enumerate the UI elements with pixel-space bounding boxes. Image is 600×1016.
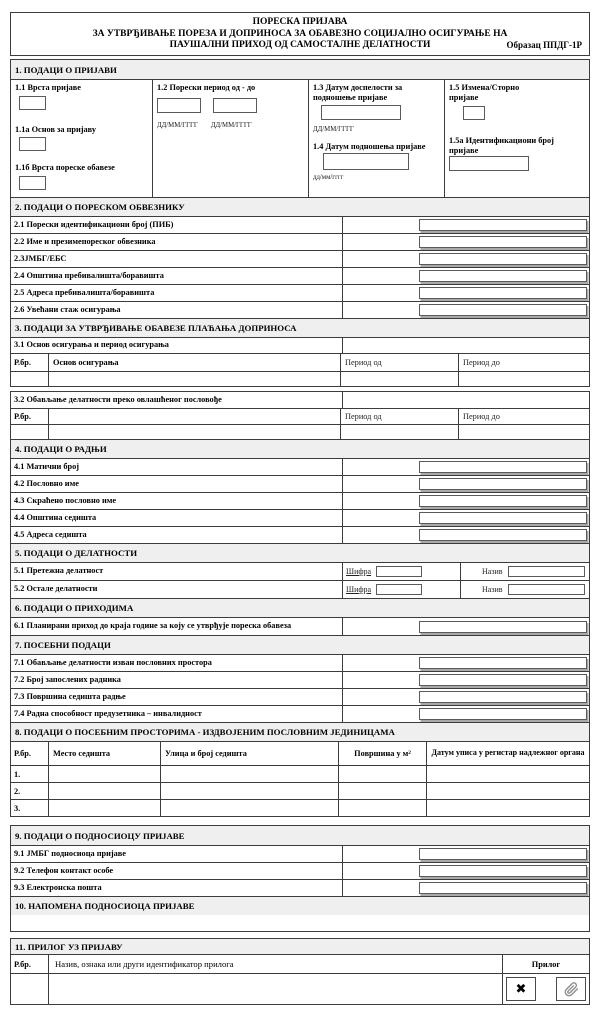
naziv-label-52: Назив: [482, 585, 503, 594]
field-9-1-jmbg-podnosioca-input[interactable]: [419, 848, 587, 860]
col-8-rbr-label: Р.бр.: [11, 742, 49, 765]
row-4-4: [11, 509, 589, 526]
form-title-line2: ЗА УТВРЂИВАЊЕ ПОРЕЗА И ДОПРИНОСА ЗА ОБАВЕЗНО СОЦИЈАЛНО ОСИГУРАЊЕ НА: [92, 28, 508, 39]
block-sections-32-8: [10, 391, 590, 817]
field-2-2-label: 2.2 Име и презимепореског обвезника: [11, 234, 343, 250]
field-1-2-period-do-input[interactable]: [213, 98, 257, 113]
field-2-4-label: 2.4 Општина пребивалишта/боравишта: [11, 268, 343, 284]
field-1-2-label: 1.2 Порески период од - до: [157, 83, 256, 92]
sifra-label-51: Шифра: [346, 567, 372, 576]
row-7-2: [11, 671, 589, 688]
col-osnov-label: Основ осигурања: [49, 354, 341, 371]
t32-header-empty: [49, 409, 341, 424]
t8-row3-num: 3.: [11, 800, 49, 816]
section-2-header: 2. ПОДАЦИ О ПОРЕСКОМ ОБВЕЗНИКУ: [11, 197, 589, 216]
table-3-1-row: [11, 371, 589, 386]
t11-prilog-cell: [503, 974, 589, 1004]
section-1-header: 1. ПОДАЦИ О ПРИЈАВИ: [11, 60, 589, 79]
field-5-1-sifra-input[interactable]: [376, 566, 422, 577]
t8-row2-povrsina-cell[interactable]: [339, 783, 427, 799]
field-2-3-label: 2.3ЈМБГ/ЕБС: [11, 251, 343, 267]
block-section-11: [10, 938, 590, 1005]
t32-period-do-cell[interactable]: [459, 425, 589, 439]
field-1-5-izmena-storno-input[interactable]: [463, 106, 485, 120]
form-title-line1: ПОРЕСКА ПРИЈАВА: [252, 17, 348, 27]
row-9-2: [11, 862, 589, 879]
col-8-mesto-label: Место седишта: [49, 742, 161, 765]
col-8-datum-label: Датум уписа у регистар надлежног органа: [431, 748, 585, 758]
t8-row2-datum-cell[interactable]: [427, 783, 589, 799]
field-1-5a-id-broj-input[interactable]: [449, 156, 529, 171]
t31-period-do-cell[interactable]: [459, 372, 589, 386]
table-8-row-3: [11, 799, 589, 816]
row-9-3: [11, 879, 589, 896]
block-sections-1-3: [10, 59, 590, 387]
table-3-2-header: [11, 408, 589, 424]
col-11-rbr-label: Р.бр.: [11, 955, 49, 973]
section-1-col1: [11, 80, 153, 197]
section-1-col4: [445, 80, 589, 197]
row-7-4: [11, 705, 589, 722]
section-4-header: 4. ПОДАЦИ О РАДЊИ: [11, 439, 589, 458]
col-period-od-label: Период од: [341, 354, 459, 371]
table-11-header: [11, 954, 589, 973]
section-8-header: 8. ПОДАЦИ О ПОСЕБНИМ ПРОСТОРИМА - ИЗДВОЈЕНИМ ПОСЛОВНИМ ЈЕДИНИЦАМА: [11, 722, 589, 741]
row-4-1: [11, 458, 589, 475]
section-3-header: 3. ПОДАЦИ ЗА УТВРЂИВАЊЕ ОБАВЕЗЕ ПЛАЋАЊА ДОПРИНОСА: [11, 318, 589, 337]
field-7-4-label: 7.4 Радна способност предузетника – инвалидност: [11, 706, 343, 722]
form-code: Образац ППДГ-1Р: [506, 40, 582, 50]
field-7-1-label: 7.1 Обављање делатности изван пословних простора: [11, 655, 343, 671]
field-7-3-label: 7.3 Површина седишта радње: [11, 689, 343, 705]
field-9-3-label: 9.3 Електронска пошта: [11, 880, 343, 896]
section-1-body: [11, 79, 589, 197]
t32-period-od-cell[interactable]: [341, 425, 459, 439]
sifra-label-52: Шифра: [346, 585, 372, 594]
field-1-5a-label: 1.5а Идентификациони број пријаве: [449, 136, 554, 155]
field-4-3-skraceno-ime-input[interactable]: [419, 495, 587, 507]
field-2-1-label: 2.1 Порески идентификациони број (ПИБ): [11, 217, 343, 233]
napomena-text-area[interactable]: [11, 915, 589, 931]
field-7-2-broj-radnika-input[interactable]: [419, 674, 587, 686]
field-4-5-adresa-sedista-input[interactable]: [419, 529, 587, 541]
field-1-1-vrsta-prijave-input[interactable]: [19, 96, 46, 110]
t32-poslovodja-cell[interactable]: [49, 425, 341, 439]
date-format-hint-do: ДД/ММ/ГГГГ: [210, 121, 252, 129]
field-1-4-datum-podnosenja-input[interactable]: [323, 153, 409, 170]
t11-naziv-cell[interactable]: [49, 974, 503, 1004]
t8-row2-num: 2.: [11, 783, 49, 799]
field-1-1b-vrsta-obaveze-input[interactable]: [19, 176, 46, 190]
t8-row1-ulica-cell[interactable]: [161, 766, 339, 782]
field-4-2-poslovno-ime-input[interactable]: [419, 478, 587, 490]
field-2-6-staz-input[interactable]: [419, 304, 587, 316]
field-1-2-period-od-input[interactable]: [157, 98, 201, 113]
table-8-header: [11, 741, 589, 765]
t8-row3-mesto-cell[interactable]: [49, 800, 161, 816]
field-4-2-label: 4.2 Пословно име: [11, 476, 343, 492]
row-2-4: [11, 267, 589, 284]
section-10-header: 10. НАПОМЕНА ПОДНОСИОЦА ПРИЈАВЕ: [11, 896, 589, 915]
field-2-3-jmbg-input[interactable]: [419, 253, 587, 265]
col-period-do-label: Период до: [463, 358, 500, 367]
date-format-hint-1-3: ДД/ММ/ГГГГ: [313, 126, 354, 134]
field-2-5-label: 2.5 Адреса пребивалишта/боравишта: [11, 285, 343, 301]
section-7-header: 7. ПОСЕБНИ ПОДАЦИ: [11, 635, 589, 654]
field-1-1a-label: 1.1а Основ за пријаву: [15, 124, 96, 134]
delete-x-icon: ✖: [515, 981, 527, 997]
field-2-4-opstina-input[interactable]: [419, 270, 587, 282]
field-4-5-label: 4.5 Адреса седишта: [11, 527, 343, 543]
row-4-5: [11, 526, 589, 543]
field-5-2-naziv-input[interactable]: [508, 584, 585, 595]
date-format-hint-1-4: дд/мм/гггг: [313, 174, 344, 182]
field-1-5-label: 1.5 Измена/Сторно пријаве: [449, 83, 520, 102]
section-11-header: 11. ПРИЛОГ УЗ ПРИЈАВУ: [11, 939, 589, 954]
table-3-1-header: [11, 353, 589, 371]
row-3-2: [11, 392, 589, 408]
row-3-2-empty-cell: [343, 392, 589, 408]
col-11-prilog-label: Прилог: [531, 959, 561, 969]
date-format-hint-od: ДД/ММ/ГГГГ: [157, 121, 198, 129]
row-2-5: [11, 284, 589, 301]
row-2-3: [11, 250, 589, 267]
t8-row2-ulica-cell[interactable]: [161, 783, 339, 799]
field-4-4-opstina-sedista-input[interactable]: [419, 512, 587, 524]
field-7-3-povrsina-input[interactable]: [419, 691, 587, 703]
col-8-ulica-label: Улица и број седишта: [161, 742, 339, 765]
col-rbr-label: Р.бр.: [11, 354, 49, 371]
field-9-3-email-input[interactable]: [419, 882, 587, 894]
paperclip-icon: [564, 982, 579, 997]
row-3-1: [11, 337, 589, 353]
field-2-5-adresa-input[interactable]: [419, 287, 587, 299]
field-3-2-label: 3.2 Обављање делатности преко овлашћеног пословође: [11, 392, 343, 408]
naziv-label-51: Назив: [482, 567, 503, 576]
field-2-6-label: 2.6 Увећани стаж осигурања: [11, 302, 343, 318]
t31-rbr-cell[interactable]: [11, 372, 49, 386]
section-9-header: 9. ПОДАЦИ О ПОДНОСИОЦУ ПРИЈАВЕ: [11, 826, 589, 845]
field-5-2-sifra-input[interactable]: [376, 584, 422, 595]
field-6-1-planirani-prihod-input[interactable]: [419, 621, 587, 633]
field-2-1-pib-input[interactable]: [419, 219, 587, 231]
table-3-2-row: [11, 424, 589, 439]
row-7-1: [11, 654, 589, 671]
field-3-1-label: 3.1 Основ осигурања и период осигурања: [11, 338, 343, 353]
field-1-4-label: 1.4 Датум подношења пријаве: [313, 141, 426, 151]
table-11-row-1: [11, 973, 589, 1004]
section-1-col2: [153, 80, 309, 197]
field-1-3-label: 1.3 Датум доспелости за подношење пријаве: [313, 83, 403, 102]
row-5-1: [11, 562, 589, 580]
section-6-header: 6. ПОДАЦИ О ПРИХОДИМА: [11, 598, 589, 617]
row-2-1: [11, 216, 589, 233]
section-1-col3: [309, 80, 445, 197]
col-8-povrsina-label: Површина у м²: [339, 742, 427, 765]
t8-row3-datum-cell[interactable]: [427, 800, 589, 816]
row-6-1: [11, 617, 589, 635]
row-9-1: [11, 845, 589, 862]
col-period-od-label-32: Период од: [341, 409, 459, 424]
t31-osnov-cell[interactable]: [49, 372, 341, 386]
table-8-row-1: [11, 765, 589, 782]
field-1-3-datum-dospelosti-input[interactable]: [321, 105, 401, 120]
add-attachment-button[interactable]: [556, 977, 586, 1001]
row-3-1-empty-cell: [343, 338, 589, 353]
field-5-1-label: 5.1 Претежна делатност: [11, 563, 343, 580]
field-1-1b-label: 1.1б Врста пореске обавезе: [15, 163, 115, 173]
col-period-do-label-32: Период до: [463, 412, 500, 421]
t32-rbr-cell[interactable]: [11, 425, 49, 439]
block-sections-9-10: [10, 825, 590, 932]
field-6-1-label: 6.1 Планирани приход до краја године за коју се утврђује пореска обавеза: [11, 618, 343, 635]
t8-row1-mesto-cell[interactable]: [49, 766, 161, 782]
field-5-2-label: 5.2 Остале делатности: [11, 581, 343, 598]
t11-rbr-cell[interactable]: [11, 974, 49, 1004]
field-7-4-invalidnost-input[interactable]: [419, 708, 587, 720]
row-7-3: [11, 688, 589, 705]
row-2-6: [11, 301, 589, 318]
t8-row1-datum-cell[interactable]: [427, 766, 589, 782]
row-5-2: [11, 580, 589, 598]
field-9-2-label: 9.2 Телефон контакт особе: [11, 863, 343, 879]
field-4-1-maticni-broj-input[interactable]: [419, 461, 587, 473]
field-5-1-naziv-input[interactable]: [508, 566, 585, 577]
field-4-4-label: 4.4 Општина седишта: [11, 510, 343, 526]
field-9-1-label: 9.1 ЈМБГ подносиоца пријаве: [11, 846, 343, 862]
row-4-2: [11, 475, 589, 492]
field-7-2-label: 7.2 Број запослених радника: [11, 672, 343, 688]
t8-row1-povrsina-cell[interactable]: [339, 766, 427, 782]
row-2-2: [11, 233, 589, 250]
col-11-naziv-label: Назив, ознака или други идентификатор прилога: [49, 955, 503, 973]
field-1-1a-osnov-input[interactable]: [19, 137, 46, 151]
t31-period-od-cell[interactable]: [341, 372, 459, 386]
form-title-line3: ПАУШАЛНИ ПРИХОД ОД САМОСТАЛНЕ ДЕЛАТНОСТИ: [169, 40, 431, 51]
t8-row2-mesto-cell[interactable]: [49, 783, 161, 799]
row-4-3: [11, 492, 589, 509]
t8-row1-num: 1.: [11, 766, 49, 782]
form-title-block: [10, 12, 590, 56]
field-9-2-telefon-input[interactable]: [419, 865, 587, 877]
col-rbr-label-32: Р.бр.: [11, 409, 49, 424]
field-4-1-label: 4.1 Матични број: [11, 459, 343, 475]
field-4-3-label: 4.3 Скраћено пословно име: [11, 493, 343, 509]
delete-attachment-button[interactable]: [506, 977, 536, 1001]
table-8-row-2: [11, 782, 589, 799]
field-2-2-ime-prezime-input[interactable]: [419, 236, 587, 248]
section-5-header: 5. ПОДАЦИ О ДЕЛАТНОСТИ: [11, 543, 589, 562]
t8-row3-povrsina-cell[interactable]: [339, 800, 427, 816]
field-7-1-izvan-prostora-input[interactable]: [419, 657, 587, 669]
field-1-1-label: 1.1 Врста пријаве: [15, 83, 81, 92]
t8-row3-ulica-cell[interactable]: [161, 800, 339, 816]
